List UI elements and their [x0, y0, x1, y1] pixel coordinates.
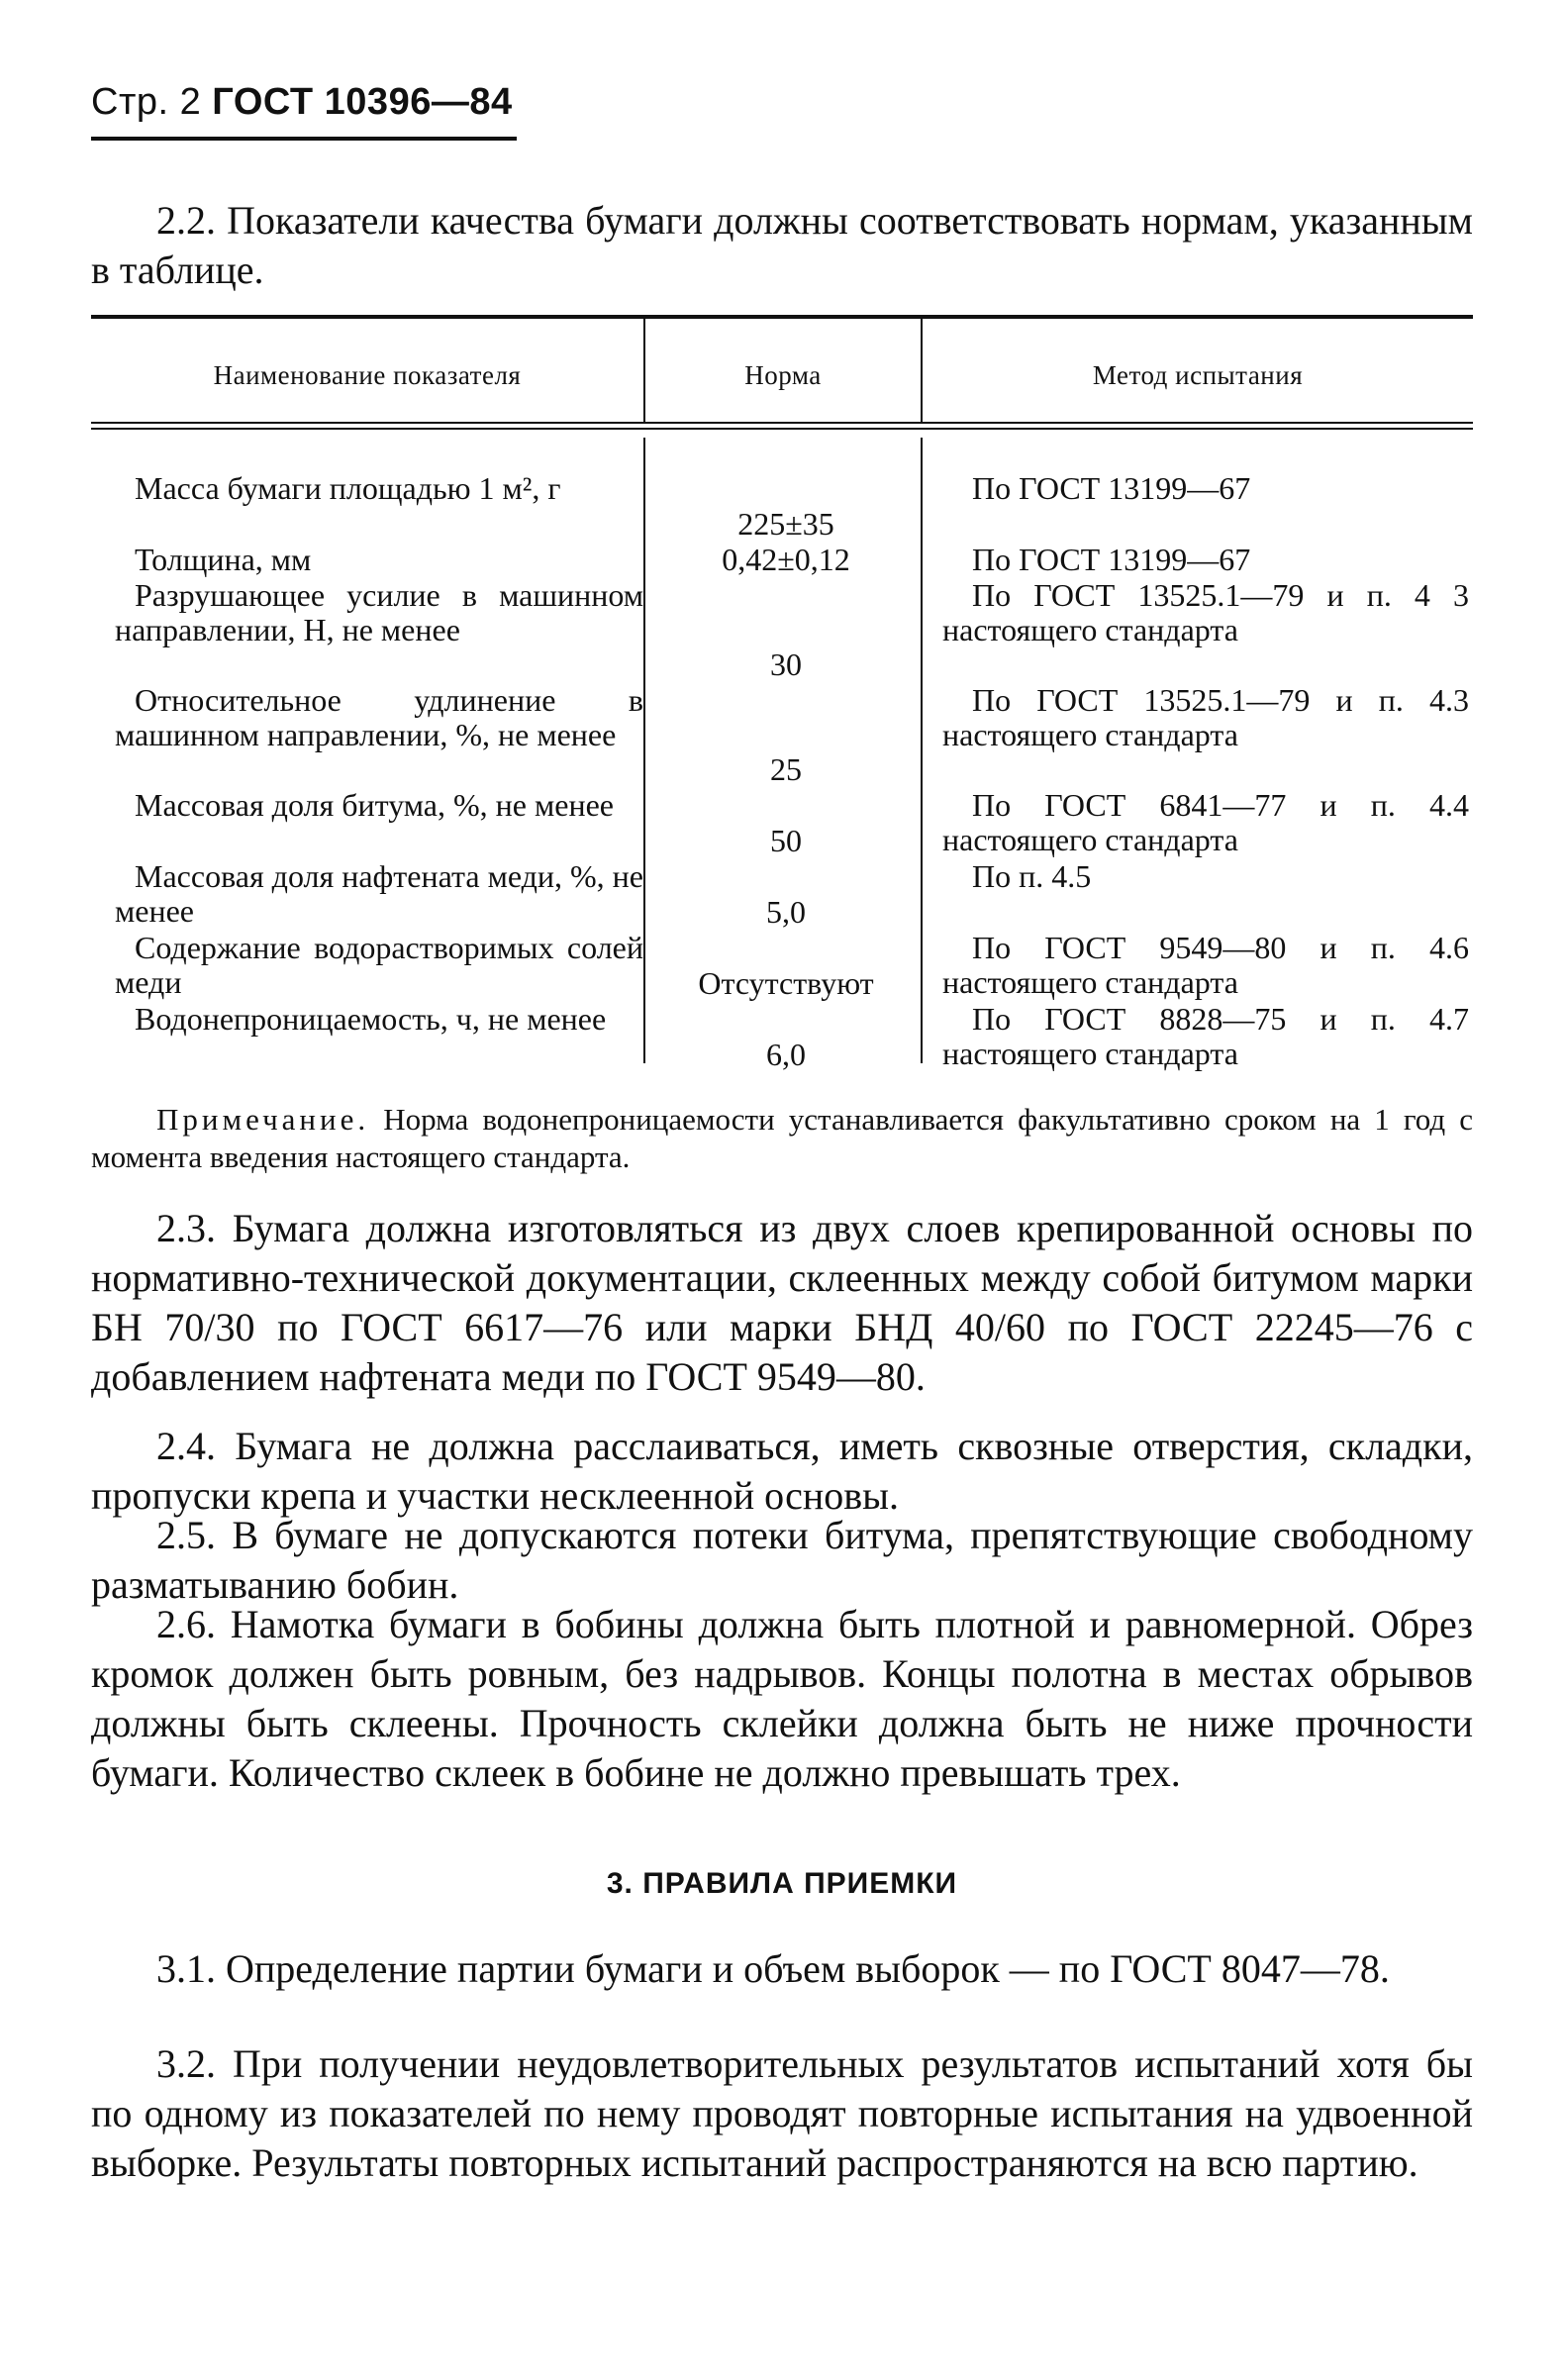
row-1-norm: 225±35 [737, 506, 834, 542]
row-3-method: По ГОСТ 13525.1—79 и п. 4 3 настоящего стандарта [942, 577, 1469, 647]
row-5-norm: 50 [770, 823, 802, 858]
page-header [91, 81, 513, 124]
quality-table [91, 315, 1473, 1072]
row-6-norm: 5,0 [766, 894, 806, 930]
column-header-norm: Норма [744, 360, 822, 390]
paragraph-2-5: 2.5. В бумаге не допускаются потеки битума, препятствующие свободному разматыванию бобин. [91, 1513, 1473, 1607]
table-note [91, 1101, 1473, 1176]
row-8-method: По ГОСТ 8828—75 и п. 4.7 настоящего стандарта [942, 1001, 1469, 1071]
row-4-method: По ГОСТ 13525.1—79 и п. 4.3 настоящего стандарта [942, 682, 1469, 752]
paragraph-2-2: 2.2. Показатели качества бумаги должны соответствовать нормам, указанным в таблице. [91, 198, 1473, 292]
table-top-rule [91, 315, 1473, 319]
row-2-name: Толщина, мм [135, 542, 312, 577]
row-1-method: По ГОСТ 13199—67 [972, 470, 1251, 506]
column-header-name: Наименование показателя [213, 360, 522, 390]
row-5-method: По ГОСТ 6841—77 и п. 4.4 настоящего стандарта [942, 787, 1469, 857]
row-4-name: Относительное удлинение в машинном направлении, %, не менее [115, 682, 643, 752]
note-label: Примечание. [156, 1102, 370, 1137]
row-8-norm: 6,0 [766, 1037, 806, 1072]
row-4-norm: 25 [770, 751, 802, 787]
paragraph-3-2: 3.2. При получении неудовлетворительных результатов испытаний хотя бы по одному из показателей по нему проводят повторные испытания на удвоенной выборке. Результаты повторных испытаний распространяются на всю партию. [91, 2041, 1473, 2185]
row-7-name: Содержание водорастворимых солей меди [115, 930, 643, 1000]
row-7-method: По ГОСТ 9549—80 и п. 4.6 настоящего стандарта [942, 930, 1469, 1000]
paragraph-2-3: 2.3. Бумага должна изготовляться из двух слоев крепированной основы по нормативно-технической документации, склеенных между собой битумом марки БН 70/30 по ГОСТ 6617—76 или марки БНД 40/60 по ГОСТ 22245—76 с добавлением нафтената меди по ГОСТ 9549—80. [91, 1206, 1473, 1399]
paragraph-3-1: 3.1. Определение партии бумаги и объем выборок — по ГОСТ 8047—78. [156, 1946, 1390, 1991]
note-text: Норма водонепроницаемости устанавливается факультативно сроком на 1 год с момента введения настоящего стандарта. [91, 1102, 1474, 1174]
row-6-name: Массовая доля нафтената меди, %, не менее [115, 858, 643, 929]
row-5-name: Массовая доля битума, %, не менее [135, 787, 614, 823]
document-code: ГОСТ 10396—84 [212, 81, 513, 123]
row-3-norm: 30 [770, 646, 802, 682]
row-3-name: Разрушающее усилие в машинном направлении, Н, не менее [115, 577, 643, 647]
table-header-rule [91, 422, 1473, 424]
header-underline [91, 137, 517, 141]
column-header-method: Метод испытания [1092, 360, 1304, 390]
paragraph-2-4: 2.4. Бумага не должна расслаиваться, иметь сквозные отверстия, складки, пропуски крепа и участки несклеенной основы. [91, 1424, 1473, 1518]
table-header-rule-double [91, 428, 1473, 430]
paragraph-2-6: 2.6. Намотка бумаги в бобины должна быть плотной и равномерной. Обрез кромок должен быть ровным, без надрывов. Концы полотна в местах обрывов должны быть склеены. Прочность склейки должна быть не ниже прочности бумаги. Количество склеек в бобине не должно превышать трех. [91, 1602, 1473, 1795]
row-7-norm: Отсутствуют [698, 965, 874, 1001]
row-2-norm: 0,42±0,12 [722, 542, 850, 577]
row-2-method: По ГОСТ 13199—67 [972, 542, 1251, 577]
row-1-name: Масса бумаги площадью 1 м², г [135, 470, 561, 506]
row-8-name: Водонепроницаемость, ч, не менее [135, 1001, 607, 1037]
page-number: Стр. 2 [91, 81, 202, 123]
section-3-title: 3. ПРАВИЛА ПРИЕМКИ [606, 1867, 958, 1900]
row-6-method: По п. 4.5 [972, 858, 1092, 894]
